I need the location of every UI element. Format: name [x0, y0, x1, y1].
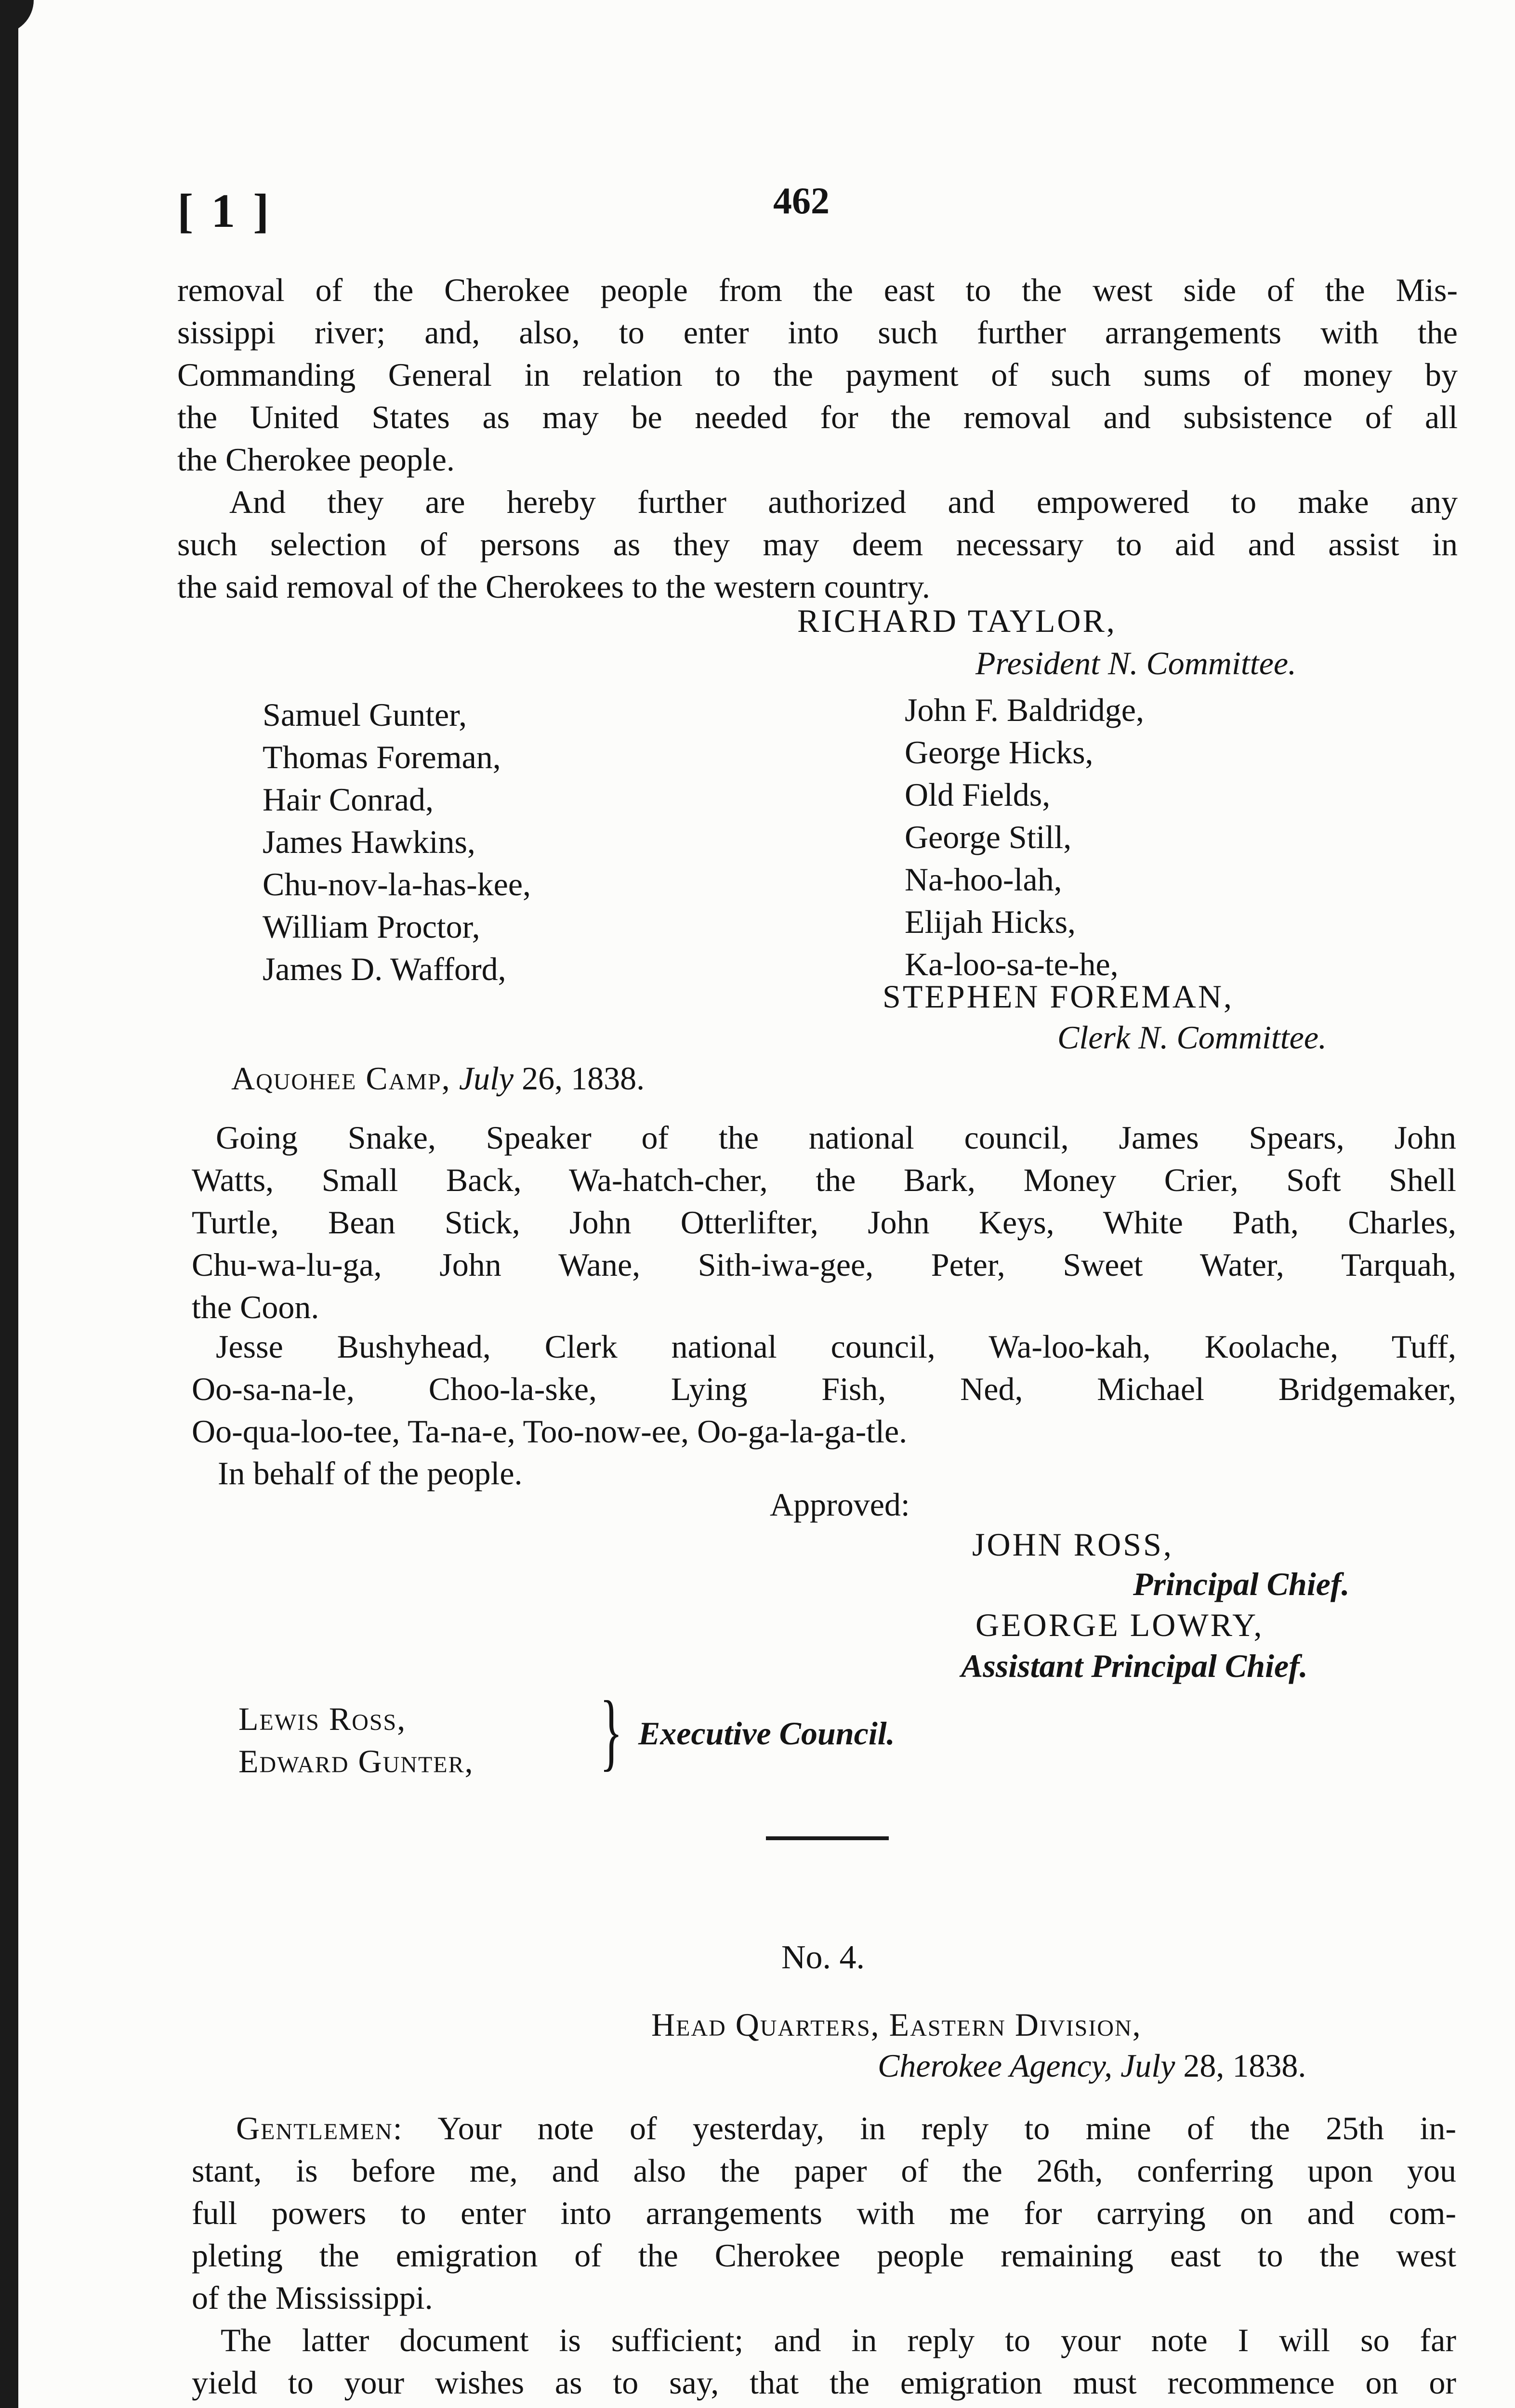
list-item: James D. Wafford, — [263, 951, 506, 987]
text-line — [192, 2107, 1456, 2149]
dateline-month: July — [1120, 2047, 1175, 2084]
signatory-name: GEORGE LOWRY, — [975, 1607, 1264, 1643]
text-line: Commanding General in relation to the payment of such sums of money by — [177, 356, 1458, 393]
paragraph-authorization — [177, 481, 1458, 608]
text-line: Going Snake, Speaker of the national council, James Spears, John — [216, 1119, 1456, 1156]
text-line: the said removal of the Cherokees to the western country. — [177, 568, 930, 605]
list-item: Thomas Foreman, — [263, 739, 501, 775]
signatory-title: President N. Committee. — [975, 645, 1297, 681]
dateline-aquohee — [231, 1060, 645, 1098]
section-divider — [766, 1836, 889, 1840]
page-number: 462 — [773, 180, 830, 222]
text-line: the United States as may be needed for the removal and subsistence of all — [177, 399, 1458, 435]
executive-council-members — [238, 1698, 474, 1782]
text-line: removal of the Cherokee people from the east to the west side of the Mis- — [177, 272, 1458, 308]
dateline-place: Cherokee Agency, — [878, 2047, 1113, 2084]
salutation: Gentlemen: — [236, 2110, 403, 2146]
signatory-title: Assistant Principal Chief. — [961, 1648, 1308, 1684]
document-number-label: [ 1 ] — [177, 184, 272, 237]
text-line: the Coon. — [192, 1289, 319, 1325]
text-line: the Cherokee people. — [177, 441, 455, 478]
brace-glyph: } — [600, 1683, 623, 1779]
text-line: Oo-qua-loo-tee, Ta-na-e, Too-now-ee, Oo-ga-la-ga-tle. — [192, 1413, 908, 1450]
text-line: The latter document is sufficient; and in reply to your note I will so far — [221, 2322, 1456, 2358]
list-item: James Hawkins, — [263, 824, 475, 860]
text-line: pleting the emigration of the Cherokee people remaining east to the west — [192, 2237, 1456, 2274]
committee-list-left — [263, 694, 531, 990]
behalf-line: In behalf of the people. — [218, 1455, 523, 1492]
list-item: Na-hoo-lah, — [905, 861, 1062, 898]
list-item: Hair Conrad, — [263, 781, 434, 818]
scan-border-corner — [0, 0, 34, 34]
text-line: of the Mississippi. — [192, 2279, 433, 2316]
dateline-date: 28, 1838. — [1183, 2047, 1306, 2084]
list-item: Elijah Hicks, — [905, 903, 1076, 940]
dateline-agency — [878, 2047, 1306, 2085]
committee-list-right — [905, 689, 1144, 985]
text-line: stant, is before me, and also the paper of the 26th, conferring upon you — [192, 2152, 1456, 2189]
list-item: George Hicks, — [905, 734, 1093, 771]
signatory-name: STEPHEN FOREMAN, — [883, 978, 1234, 1015]
list-item: Edward Gunter, — [238, 1743, 474, 1780]
list-item: George Still, — [905, 819, 1072, 855]
text-line: And they are hereby further authorized and empowered to make any — [229, 484, 1458, 520]
dateline-date: 26, 1838. — [522, 1060, 645, 1097]
list-item: Old Fields, — [905, 776, 1051, 813]
list-item: Lewis Ross, — [238, 1701, 407, 1737]
signatory-title: Principal Chief. — [1133, 1566, 1350, 1602]
signatory-name: RICHARD TAYLOR, — [797, 602, 1117, 639]
paragraph-letter-opening — [192, 2107, 1456, 2319]
signatory-name: JOHN ROSS, — [972, 1526, 1173, 1563]
section-number: No. 4. — [781, 1939, 865, 1976]
list-item: Samuel Gunter, — [263, 696, 467, 733]
dateline-headquarters: Head Quarters, Eastern Division, — [651, 2006, 1142, 2043]
executive-council-label: Executive Council. — [638, 1715, 895, 1752]
text-line: yield to your wishes as to say, that the emigration must recommence on or — [192, 2364, 1456, 2401]
text-line: sissippi river; and, also, to enter into such further arrangements with the — [177, 314, 1458, 351]
dateline-month: July — [459, 1060, 514, 1097]
text-line: full powers to enter into arrangements with me for carrying on and com- — [192, 2195, 1456, 2231]
text-line: Watts, Small Back, Wa-hatch-cher, the Bark, Money Crier, Soft Shell — [192, 1162, 1456, 1198]
list-item: Ka-loo-sa-te-he, — [905, 946, 1119, 982]
text-line: Oo-sa-na-le, Choo-la-ske, Lying Fish, Ned, Michael Bridgemaker, — [192, 1371, 1456, 1407]
list-item: Chu-nov-la-has-kee, — [263, 866, 531, 903]
text-line: Turtle, Bean Stick, John Otterlifter, John Keys, White Path, Charles, — [192, 1204, 1456, 1241]
paragraph-council-members — [192, 1116, 1456, 1328]
list-item: John F. Baldridge, — [905, 692, 1144, 728]
list-item: William Proctor, — [263, 908, 480, 945]
paragraph-letter-reply — [192, 2319, 1456, 2404]
dateline-place: Aquohee Camp, — [231, 1060, 451, 1097]
scan-border-left — [0, 0, 18, 2408]
text-line-content: Your note of yesterday, in reply to mine of the 25th in- — [437, 2110, 1456, 2146]
text-line: such selection of persons as they may deem necessary to aid and assist in — [177, 526, 1458, 563]
signatory-title: Clerk N. Committee. — [1057, 1019, 1327, 1056]
paragraph-removal — [177, 269, 1458, 481]
text-line: Jesse Bushyhead, Clerk national council, Wa-loo-kah, Koolache, Tuff, — [216, 1328, 1456, 1365]
paragraph-council-clerk — [192, 1325, 1456, 1453]
text-line: Chu-wa-lu-ga, John Wane, Sith-iwa-gee, Peter, Sweet Water, Tarquah, — [192, 1246, 1456, 1283]
approved-label: Approved: — [770, 1486, 910, 1523]
